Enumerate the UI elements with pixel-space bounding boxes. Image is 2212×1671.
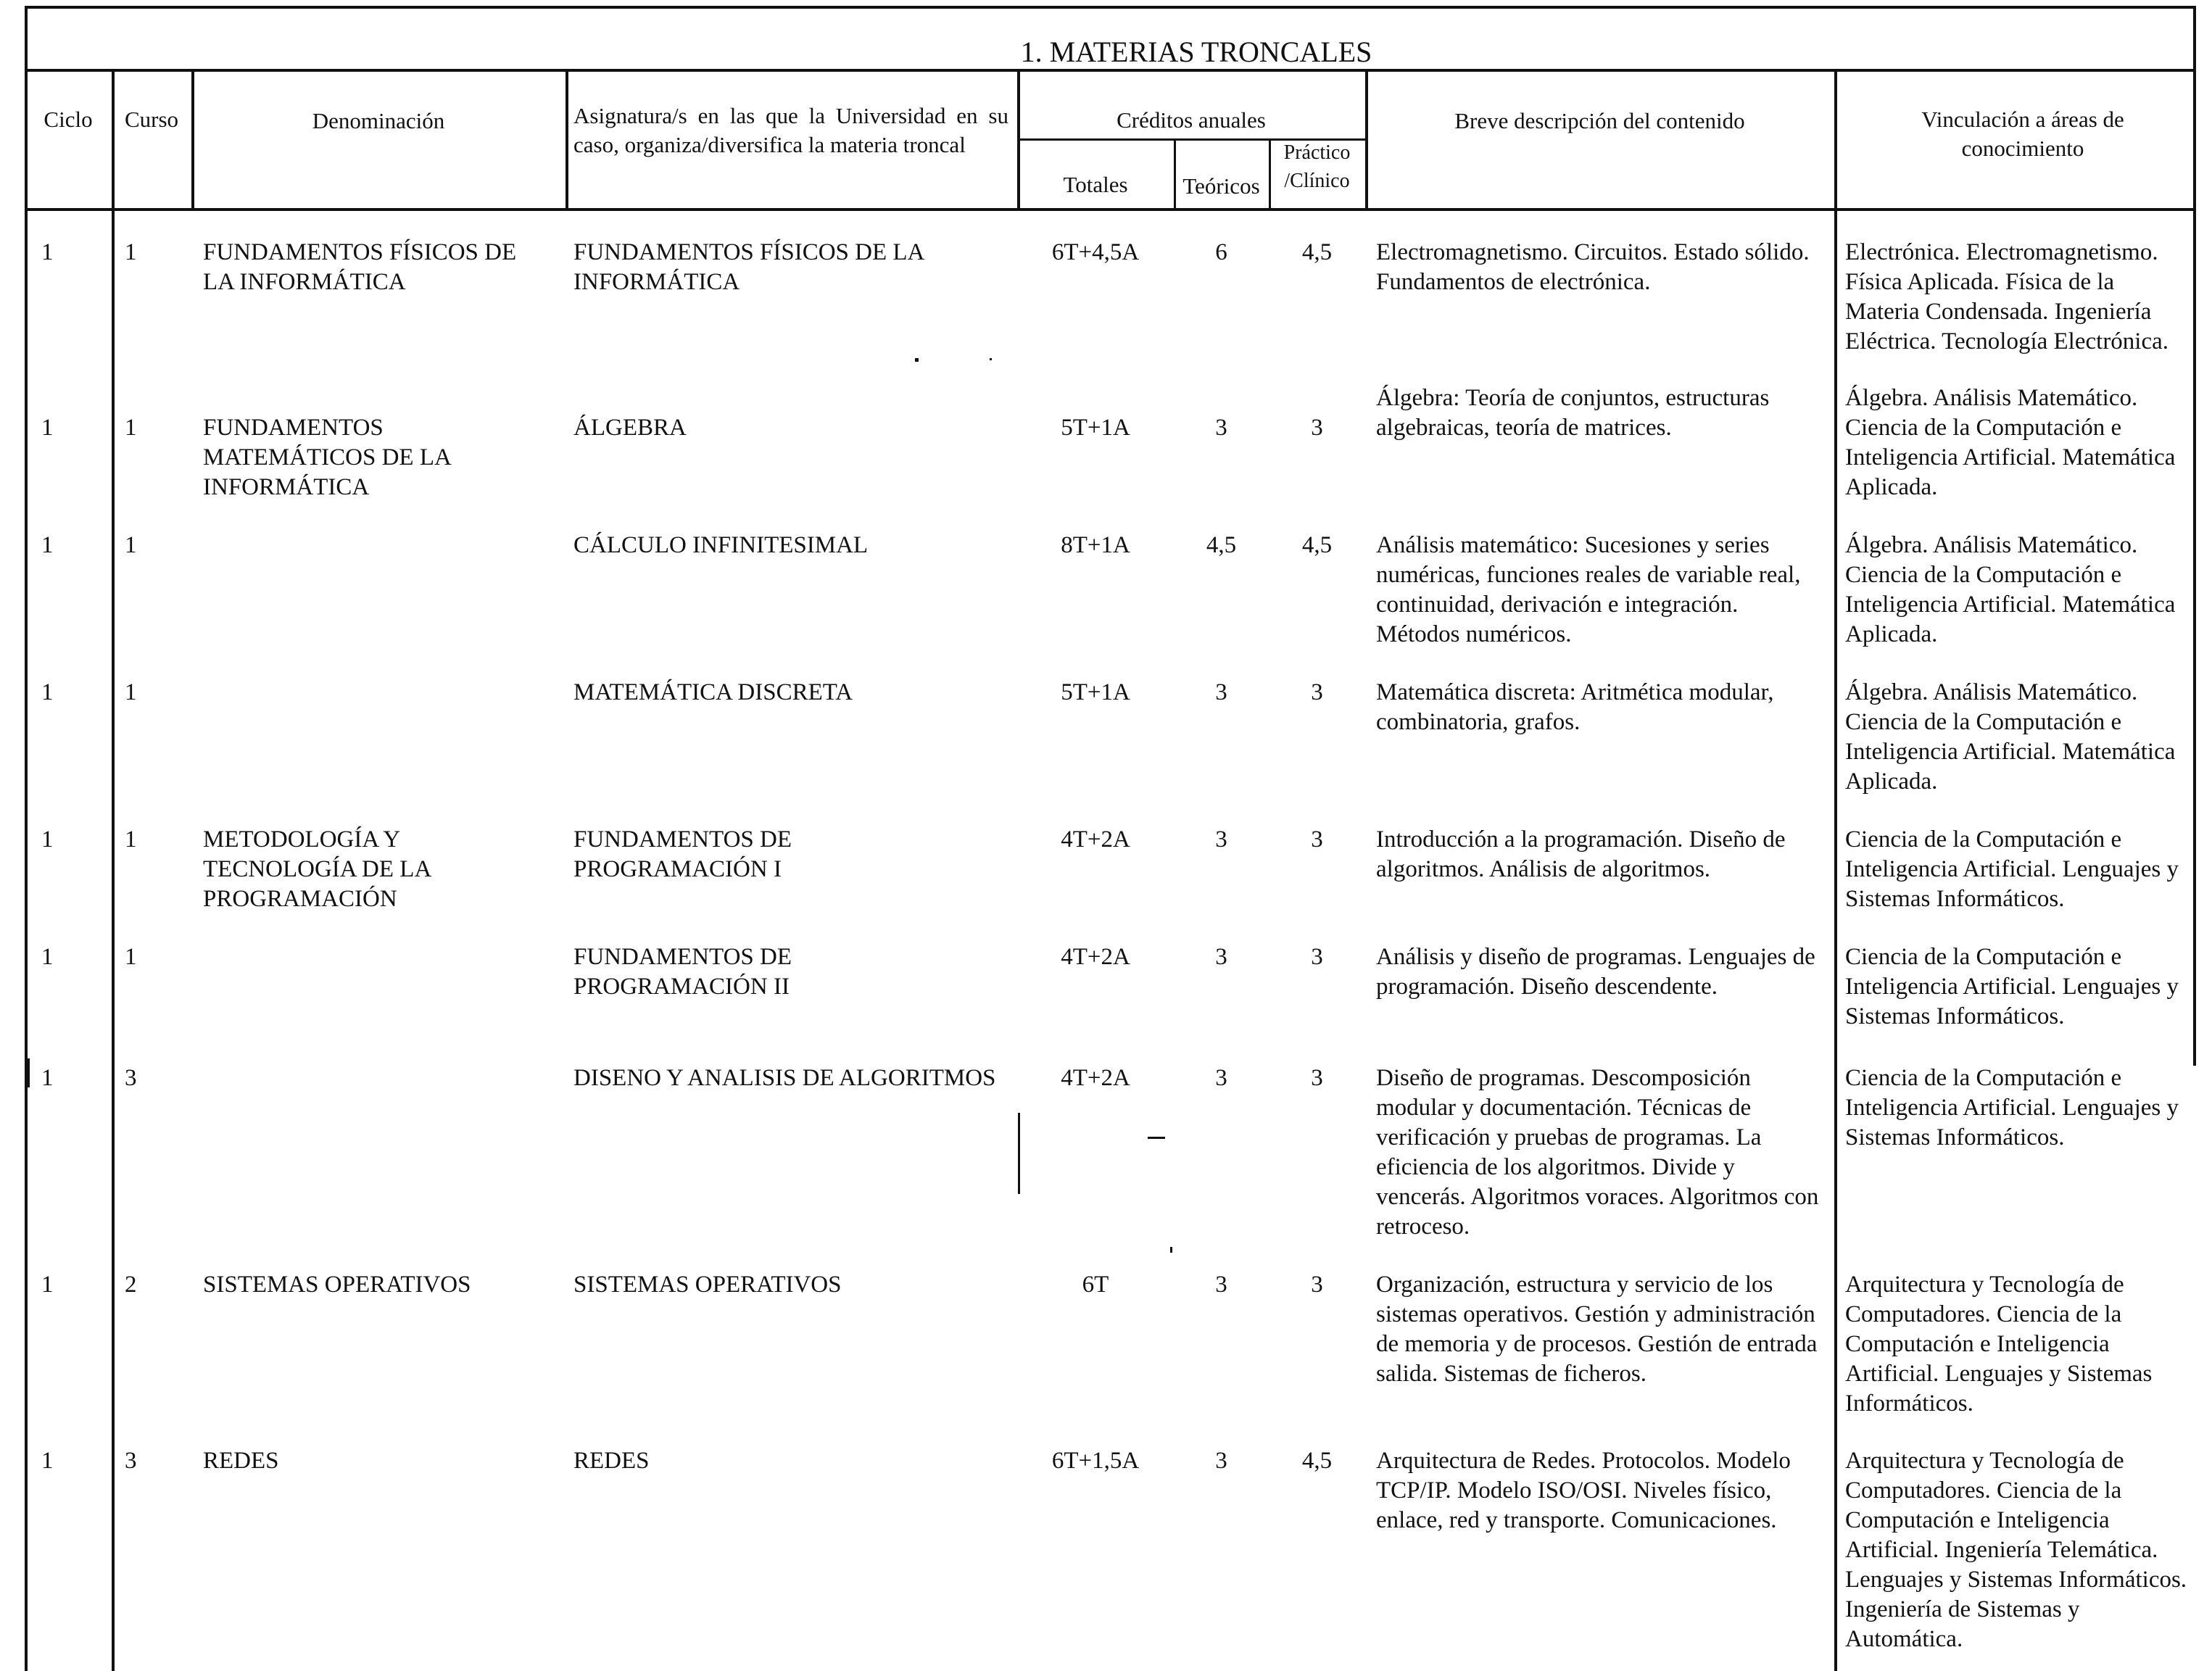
header-curso: Curso [124,107,179,132]
header-teoricos: Teóricos [1182,173,1260,199]
cell-teoricos: 3 [1215,1448,1227,1474]
cell-practicos: 3 [1311,1272,1323,1298]
cell-curso: 1 [125,532,137,558]
cell-totales: 6T+4,5A [1051,239,1140,265]
rule-col-asig [566,69,568,210]
cell-ciclo: 1 [41,415,54,441]
cell-vinculacion: Ciencia de la Computación e Inteligencia Artificial. Lenguajes y Sistemas Informáticos. [1845,944,2179,1029]
cell-ciclo: 1 [41,826,54,853]
cell-asignatura: ÁLGEBRA [573,415,687,441]
cell-teoricos: 3 [1215,826,1227,853]
scan-speck [1170,1247,1172,1253]
cell-ciclo: 1 [41,1272,54,1298]
cell-curso: 3 [125,1065,137,1091]
cell-totales: 4T+2A [1061,944,1130,970]
cell-practicos: 3 [1311,826,1323,853]
header-denominacion: Denominación [312,108,445,133]
cell-descripcion: Análisis matemático: Sucesiones y series numéricas, funciones reales de variable real, continuidad, derivación e integración. Métodos numéricos. [1376,532,1801,647]
cell-totales: 6T+1,5A [1051,1448,1140,1474]
rule-under-header [25,208,2196,211]
cell-descripcion: Electromagnetismo. Circuitos. Estado sólido. Fundamentos de electrónica. [1376,239,1810,295]
cell-practicos: 3 [1311,415,1323,441]
cell-ciclo: 1 [41,1448,54,1474]
cell-curso: 1 [125,415,137,441]
cell-curso: 1 [125,944,137,970]
rule-top [25,6,2196,9]
cell-asignatura: FUNDAMENTOS DE PROGRAMACIÓN I [573,826,792,882]
cell-teoricos: 3 [1215,1065,1227,1091]
cell-vinculacion: Álgebra. Análisis Matemático. Ciencia de la Computación e Inteligencia Artificial. Matemática Aplicada. [1845,532,2176,647]
cell-ciclo: 1 [41,944,54,970]
cell-curso: 1 [125,239,137,265]
header-descripcion: Breve descripción del contenido [1454,108,1745,133]
cell-practicos: 4,5 [1301,532,1333,558]
cell-curso: 2 [125,1272,137,1298]
cell-teoricos: 3 [1215,944,1227,970]
cell-practicos: 4,5 [1301,239,1333,265]
cell-asignatura: MATEMÁTICA DISCRETA [573,679,853,705]
cell-asignatura: CÁLCULO INFINITESIMAL [573,532,869,558]
cell-denominacion: FUNDAMENTOS MATEMÁTICOS DE LA INFORMÁTICA [203,415,451,500]
header-clinico: /Clínico [1284,170,1350,192]
cell-totales: 5T+1A [1061,415,1130,441]
rule-col-descripcion [1365,69,1368,210]
scan-mark-dash [1148,1137,1165,1139]
cell-totales: 6T [1082,1272,1109,1298]
cell-totales: 4T+2A [1061,826,1130,853]
scan-speck [990,358,992,360]
cell-curso: 1 [125,679,137,705]
cell-ciclo: 1 [41,532,54,558]
cell-vinculacion: Ciencia de la Computación e Inteligencia Artificial. Lenguajes y Sistemas Informáticos. [1845,1065,2179,1150]
rule-col-vinculacion [1834,69,1837,1671]
cell-teoricos: 4,5 [1206,532,1237,558]
rule-right [2193,6,2196,1066]
header-practico: Práctico [1283,141,1351,164]
cell-practicos: 3 [1311,1065,1323,1091]
cell-vinculacion: Ciencia de la Computación e Inteligencia Artificial. Lenguajes y Sistemas Informáticos. [1845,826,2179,912]
cell-practicos: 3 [1311,944,1323,970]
cell-descripcion: Arquitectura de Redes. Protocolos. Modelo TCP/IP. Modelo ISO/OSI. Niveles físico, enlace, red y transporte. Comunicaciones. [1376,1448,1791,1533]
cell-denominacion: FUNDAMENTOS FÍSICOS DE LA INFORMÁTICA [203,239,517,295]
header-ciclo: Ciclo [44,107,93,132]
cell-denominacion: SISTEMAS OPERATIVOS [203,1272,471,1298]
cell-denominacion: METODOLOGÍA Y TECNOLOGÍA DE LA PROGRAMACIÓN [203,826,431,912]
cell-vinculacion: Electrónica. Electromagnetismo. Física Aplicada. Física de la Materia Condensada. Ingeniería Eléctrica. Tecnología Electrónica. [1845,239,2169,354]
cell-asignatura: FUNDAMENTOS DE PROGRAMACIÓN II [573,944,792,1000]
cell-descripcion: Álgebra: Teoría de conjuntos, estructuras algebraicas, teoría de matrices. [1376,385,1770,441]
cell-vinculacion: Álgebra. Análisis Matemático. Ciencia de la Computación e Inteligencia Artificial. Matemática Aplicada. [1845,679,2176,795]
cell-vinculacion: Arquitectura y Tecnología de Computadores. Ciencia de la Computación e Inteligencia Artificial. Ingeniería Telemática. Lenguajes y Sistemas Informáticos. Ingeniería de Sistemas y Automática. [1845,1448,2187,1652]
cell-descripcion: Diseño de programas. Descomposición modular y documentación. Técnicas de verificación y pruebas de programas. La eficiencia de los algoritmos. Divide y vencerás. Algoritmos voraces. Algoritmos con retroceso. [1376,1065,1819,1240]
cell-denominacion: REDES [203,1448,279,1474]
table-title: 1. MATERIAS TRONCALES [1020,36,1372,68]
cell-vinculacion: Álgebra. Análisis Matemático. Ciencia de la Computación e Inteligencia Artificial. Matemática Aplicada. [1845,385,2176,500]
header-totales: Totales [1063,172,1128,197]
scan-speck [915,358,919,362]
cell-totales: 5T+1A [1061,679,1130,705]
cell-teoricos: 3 [1215,415,1227,441]
rule-col-curso [112,69,115,1671]
header-creditos: Créditos anuales [1117,107,1266,133]
cell-teoricos: 3 [1215,1272,1227,1298]
cell-teoricos: 6 [1215,239,1227,265]
cell-descripcion: Matemática discreta: Aritmética modular, combinatoria, grafos. [1376,679,1774,735]
scan-mark-left [28,1058,30,1087]
rule-left [25,6,28,1671]
cell-asignatura: DISENO Y ANALISIS DE ALGORITMOS [573,1065,996,1091]
header-vinculacion: Vinculación a áreas de conocimiento [1921,107,2124,161]
cell-curso: 3 [125,1448,137,1474]
cell-ciclo: 1 [41,679,54,705]
cell-totales: 8T+1A [1061,532,1130,558]
cell-asignatura: SISTEMAS OPERATIVOS [573,1272,842,1298]
cell-descripcion: Análisis y diseño de programas. Lenguajes de programación. Diseño descendente. [1376,944,1815,1000]
cell-practicos: 4,5 [1301,1448,1333,1474]
cell-ciclo: 1 [41,239,54,265]
cell-asignatura: FUNDAMENTOS FÍSICOS DE LA INFORMÁTICA [573,239,924,295]
header-asignaturas: Asignatura/s en las que la Universidad en su caso, organiza/diversifica la materia troncal [573,103,1008,157]
cell-practicos: 3 [1311,679,1323,705]
cell-asignatura: REDES [573,1448,650,1474]
cell-descripcion: Organización, estructura y servicio de los sistemas operativos. Gestión y administración de memoria y de procesos. Gestión de entrada salida. Sistemas de ficheros. [1376,1272,1818,1387]
cell-curso: 1 [125,826,137,853]
cell-descripcion: Introducción a la programación. Diseño de algoritmos. Análisis de algoritmos. [1376,826,1786,882]
cell-vinculacion: Arquitectura y Tecnología de Computadores. Ciencia de la Computación e Inteligencia Artificial. Lenguajes y Sistemas Informáticos. [1845,1272,2153,1417]
scan-mark-mid [1018,1113,1020,1194]
rule-col-denom [191,69,194,210]
cell-totales: 4T+2A [1061,1065,1130,1091]
cell-ciclo: 1 [41,1065,54,1091]
cell-teoricos: 3 [1215,679,1227,705]
